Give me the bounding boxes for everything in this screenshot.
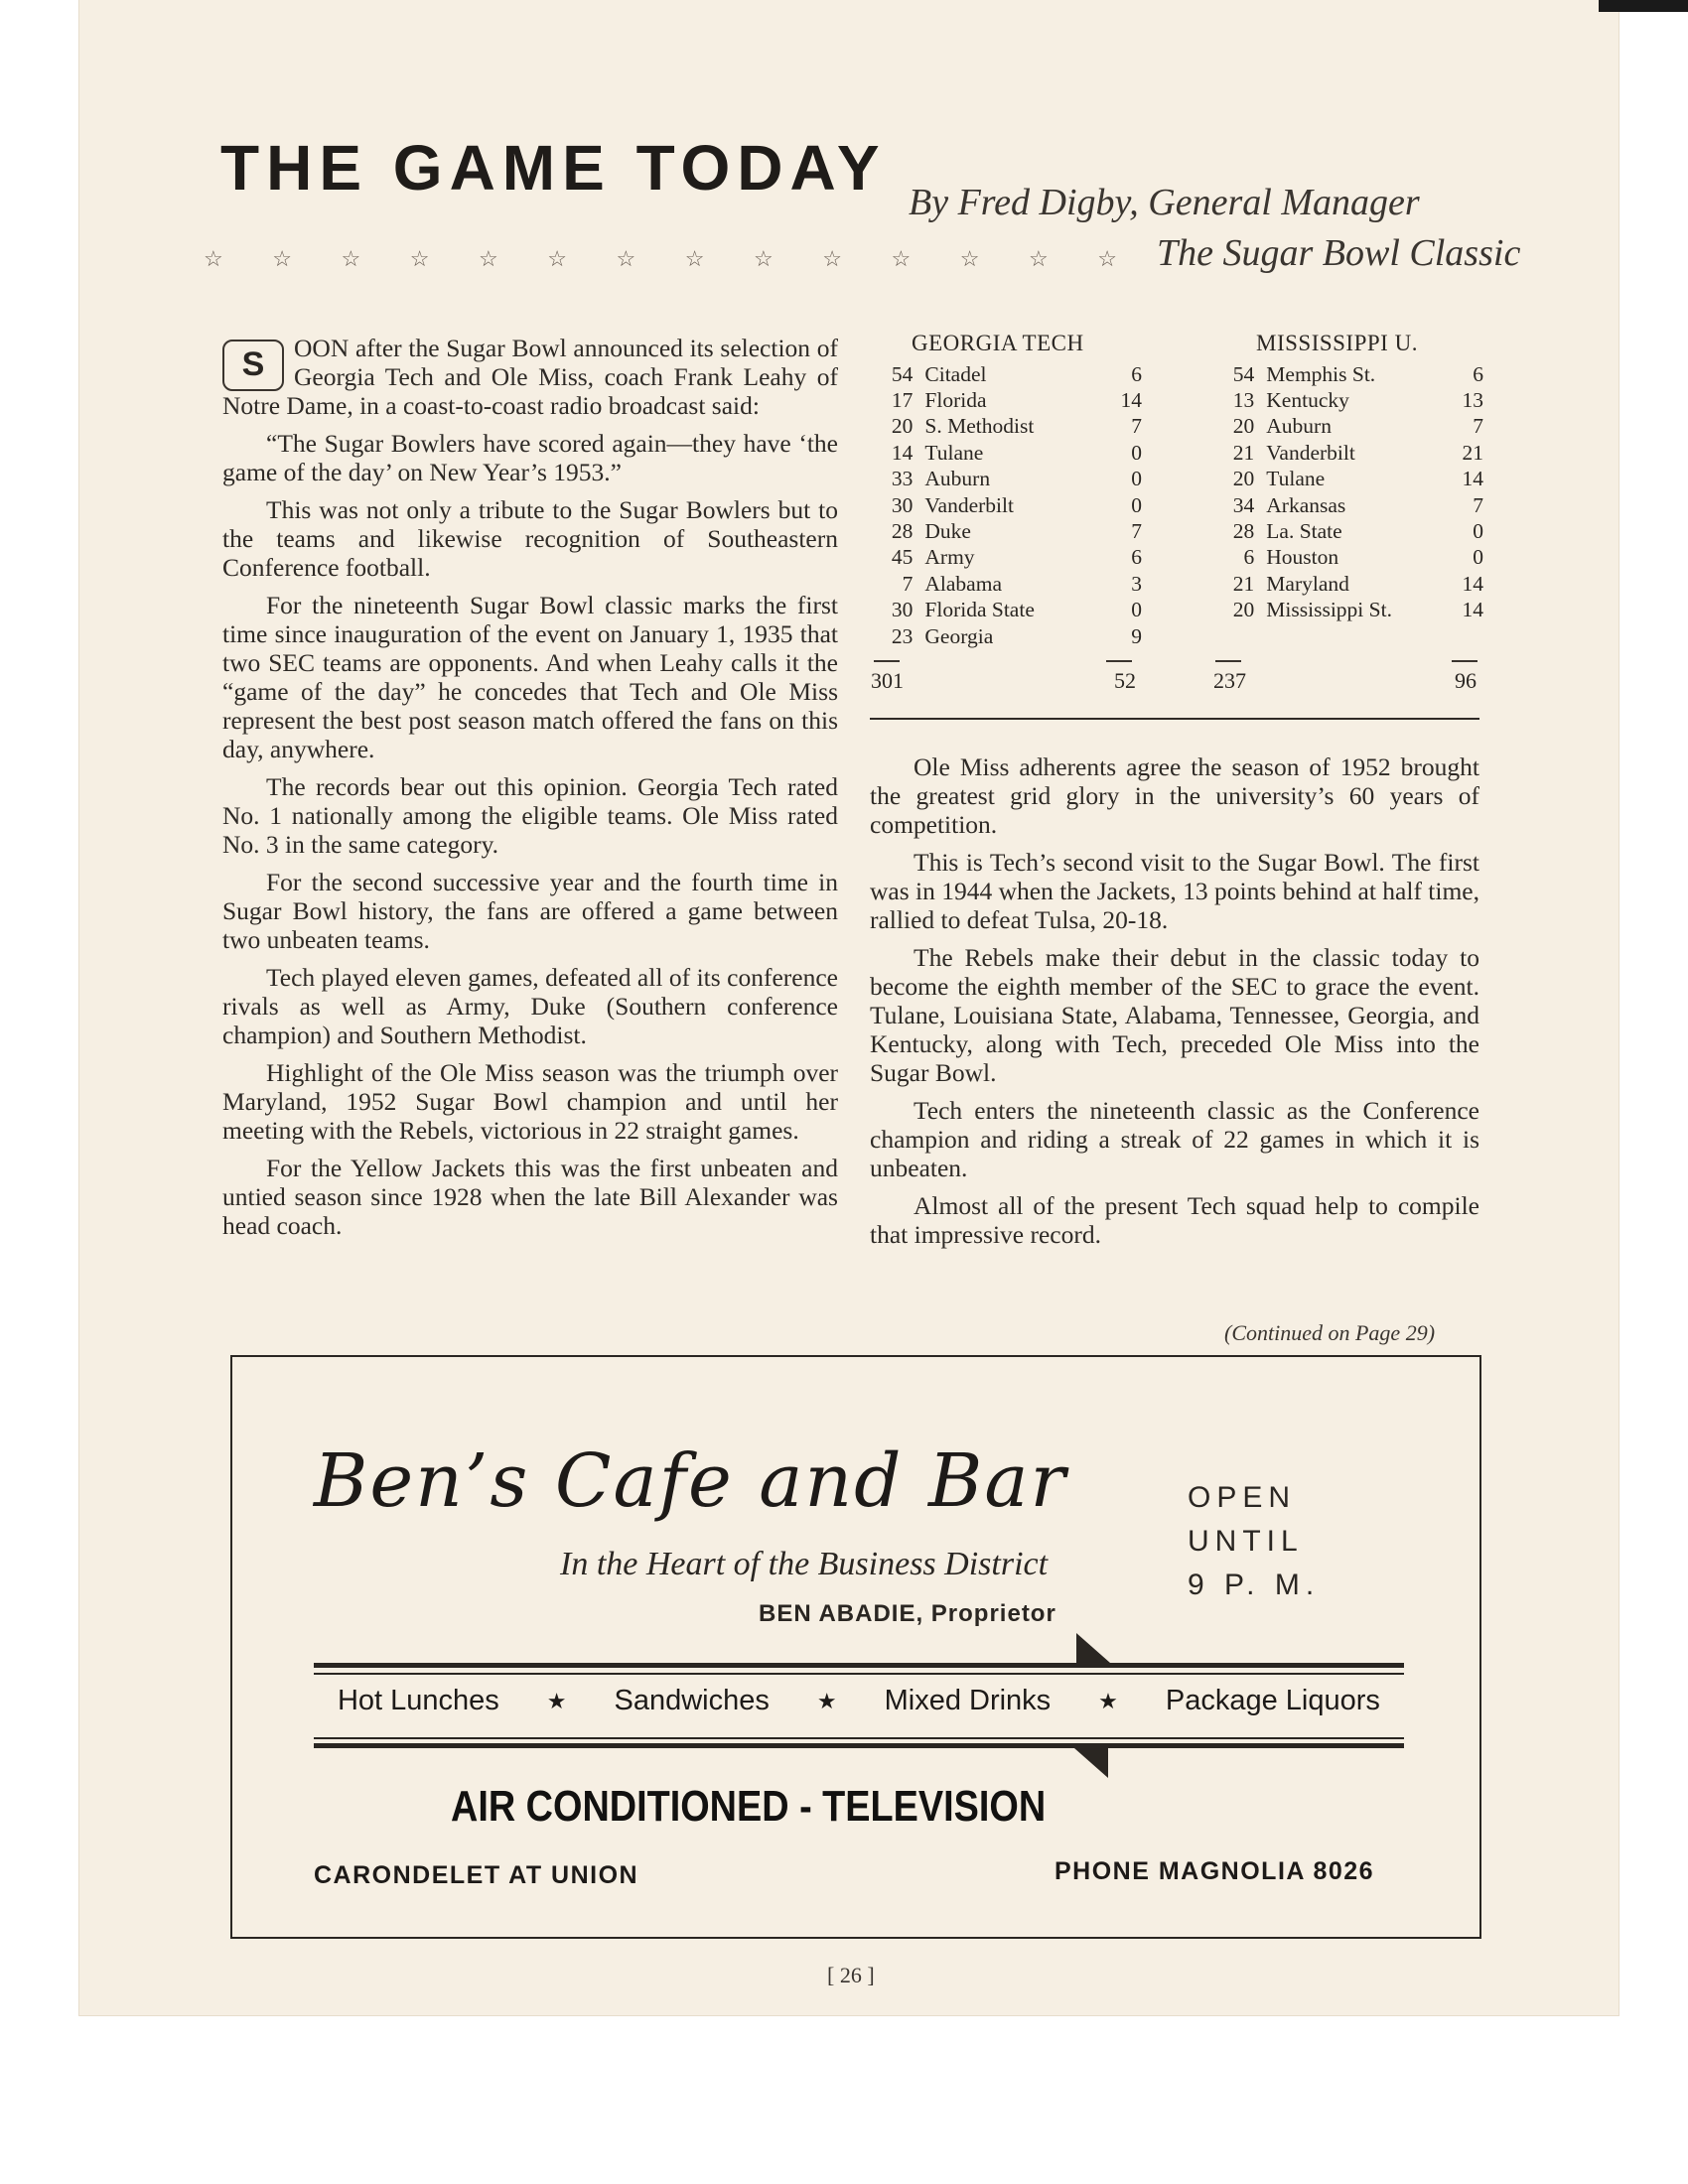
- section-divider: [870, 718, 1479, 720]
- table-row: [874, 571, 1142, 597]
- ad-hours: [1188, 1476, 1320, 1607]
- star-icon: ☆: [822, 246, 842, 271]
- star-icon: ☆: [479, 246, 498, 271]
- team-points: 20: [1232, 467, 1255, 491]
- opponent-points: 0: [1473, 545, 1483, 570]
- drop-cap: S: [222, 340, 284, 391]
- team-points: 33: [891, 467, 914, 491]
- team-points: 45: [891, 545, 914, 570]
- ad-hours-line: 9 P. M.: [1188, 1569, 1321, 1601]
- georgia-tech-heading: GEORGIA TECH: [912, 331, 1084, 355]
- opponent-name: Army: [924, 545, 975, 570]
- article-paragraph: [222, 334, 838, 420]
- ad-hours-line: UNTIL: [1188, 1525, 1304, 1558]
- table-row: [874, 492, 1142, 518]
- opponent-points: 3: [1131, 571, 1142, 596]
- table-row: [1215, 361, 1483, 387]
- ad-headline: AIR CONDITIONED - TELEVISION: [451, 1782, 1047, 1831]
- table-row: [1215, 414, 1483, 440]
- opponent-points: 0: [1473, 519, 1483, 544]
- opponent-name: Vanderbilt: [924, 492, 1014, 517]
- table-row: [1215, 598, 1483, 623]
- table-row: [874, 623, 1142, 649]
- article-paragraph: For the nineteenth Sugar Bowl classic marks the first time since inauguration of the event on January 1, 1935 that two SEC teams are opponents. And when Leahy calls it the “game of the day” he concedes that Tech and Ole Miss represent the best post season match offered the fans on this day, anywhere.: [222, 591, 838, 763]
- scan-edge: [1599, 0, 1688, 12]
- team-points: 21: [1232, 571, 1255, 596]
- opponent-name: Florida State: [924, 598, 1035, 622]
- team-points: 23: [891, 623, 914, 648]
- team-points: 17: [891, 388, 914, 413]
- star-icon: ★: [546, 1688, 567, 1713]
- team-points: 28: [891, 519, 914, 544]
- opponent-points: 7: [1473, 492, 1483, 517]
- opponent-points: 7: [1131, 414, 1142, 439]
- opponent-points: 9: [1131, 623, 1142, 648]
- opponent-points: 0: [1131, 598, 1142, 622]
- georgia-tech-total-points: 301: [871, 668, 904, 693]
- opponent-name: Alabama: [924, 571, 1002, 596]
- article-paragraph: Ole Miss adherents agree the season of 1952 brought the greatest grid glory in the university’s 60 years of competition.: [870, 752, 1479, 839]
- opponent-points: 14: [1462, 598, 1483, 622]
- table-row: [1215, 440, 1483, 466]
- article-paragraph: “The Sugar Bowlers have scored again—they have ‘the game of the day’ on New Year’s 1953.”: [222, 429, 838, 486]
- table-row: [1215, 518, 1483, 544]
- ad-offerings: [314, 1685, 1404, 1717]
- page-title: THE GAME TODAY: [220, 132, 887, 204]
- team-points: 34: [1232, 492, 1255, 517]
- ad-phone: PHONE MAGNOLIA 8026: [1055, 1857, 1375, 1885]
- table-row: [874, 598, 1142, 623]
- mississippi-scores-table: [1215, 361, 1483, 623]
- article-paragraph: Almost all of the present Tech squad help to compile that impressive record.: [870, 1191, 1479, 1249]
- star-icon: ☆: [1029, 246, 1049, 271]
- ad-address: CARONDELET AT UNION: [314, 1861, 639, 1889]
- opponent-name: Arkansas: [1266, 492, 1346, 517]
- ad-item: Sandwiches: [614, 1685, 770, 1716]
- mississippi-total-points: 237: [1213, 668, 1246, 693]
- opponent-points: 6: [1131, 545, 1142, 570]
- table-row: [874, 440, 1142, 466]
- opponent-points: 7: [1473, 414, 1483, 439]
- continued-note: (Continued on Page 29): [1224, 1320, 1436, 1345]
- total-rule: [874, 660, 900, 662]
- team-points: 14: [891, 440, 914, 465]
- team-points: 28: [1232, 519, 1255, 544]
- georgia-tech-scores-table: [874, 361, 1142, 649]
- article-paragraph: Tech enters the nineteenth classic as the Conference champion and riding a streak of 22 games in which it is unbeaten.: [870, 1096, 1479, 1182]
- article-paragraph: Highlight of the Ole Miss season was the triumph over Maryland, 1952 Sugar Bowl champion and until her meeting with the Rebels, victorious in 22 straight games.: [222, 1058, 838, 1145]
- mississippi-total-opponent-points: 96: [1455, 668, 1477, 693]
- opponent-points: 0: [1131, 492, 1142, 517]
- opponent-name: Georgia: [924, 623, 994, 648]
- opponent-name: Memphis St.: [1266, 361, 1376, 386]
- table-row: [1215, 387, 1483, 413]
- star-icon: ☆: [341, 246, 361, 271]
- opponent-name: Vanderbilt: [1266, 440, 1355, 465]
- team-points: 13: [1232, 388, 1255, 413]
- mississippi-heading: MISSISSIPPI U.: [1256, 331, 1418, 355]
- ad-business-name: Ben’s Cafe and Bar: [314, 1438, 1067, 1524]
- star-icon: ☆: [616, 246, 636, 271]
- opponent-name: Auburn: [924, 467, 991, 491]
- table-row: [874, 414, 1142, 440]
- opponent-points: 7: [1131, 519, 1142, 544]
- opponent-points: 0: [1131, 467, 1142, 491]
- arrow-up-icon: [1074, 1748, 1108, 1778]
- total-rule: [1452, 660, 1477, 662]
- article-text: OON after the Sugar Bowl announced its selection of Georgia Tech and Ole Miss, coach Frank Leahy of Notre Dame, in a coast-to-coast radio broadcast said:: [222, 334, 838, 420]
- star-icon: ☆: [1097, 246, 1117, 271]
- star-rule: [204, 246, 1117, 272]
- opponent-name: Duke: [924, 519, 971, 544]
- star-icon: ☆: [959, 246, 980, 271]
- byline-organization: The Sugar Bowl Classic: [1157, 232, 1521, 274]
- opponent-points: 0: [1131, 440, 1142, 465]
- opponent-name: Kentucky: [1266, 388, 1349, 413]
- opponent-name: Florida: [924, 388, 987, 413]
- article-paragraph: For the second successive year and the fourth time in Sugar Bowl history, the fans are offered a game between two unbeaten teams.: [222, 868, 838, 954]
- page-number: [ 26 ]: [827, 1963, 875, 1987]
- opponent-name: Tulane: [924, 440, 984, 465]
- opponent-points: 14: [1462, 571, 1483, 596]
- team-points: 20: [1232, 414, 1255, 439]
- team-points: 54: [891, 361, 914, 386]
- opponent-name: Citadel: [924, 361, 987, 386]
- ad-hours-line: OPEN: [1188, 1481, 1297, 1514]
- ad-tagline: In the Heart of the Business District: [560, 1546, 1049, 1582]
- opponent-name: Mississippi St.: [1266, 598, 1392, 622]
- team-points: 54: [1232, 361, 1255, 386]
- opponent-name: S. Methodist: [924, 414, 1035, 439]
- star-icon: ☆: [272, 246, 292, 271]
- opponent-name: Tulane: [1266, 467, 1326, 491]
- article-paragraph: Tech played eleven games, defeated all of its conference rivals as well as Army, Duke (Southern conference champion) and Southern Methodist.: [222, 963, 838, 1049]
- star-icon: ☆: [547, 246, 567, 271]
- ad-rule: [314, 1737, 1404, 1739]
- georgia-tech-total-opponent-points: 52: [1114, 668, 1136, 693]
- table-row: [874, 387, 1142, 413]
- table-row: [1215, 492, 1483, 518]
- table-row: [874, 361, 1142, 387]
- byline-author: By Fred Digby, General Manager: [909, 182, 1420, 223]
- team-points: 6: [1243, 545, 1255, 570]
- ad-rule: [314, 1663, 1404, 1668]
- table-row: [1215, 571, 1483, 597]
- table-row: [874, 518, 1142, 544]
- table-row: [1215, 467, 1483, 492]
- star-icon: ★: [816, 1688, 837, 1713]
- star-icon: ☆: [204, 246, 223, 271]
- total-rule: [1106, 660, 1132, 662]
- team-points: 21: [1232, 440, 1255, 465]
- table-row: [874, 545, 1142, 571]
- opponent-points: 14: [1120, 388, 1142, 413]
- arrow-down-icon: [1076, 1633, 1110, 1663]
- star-icon: ☆: [409, 246, 430, 271]
- article-paragraph: The records bear out this opinion. Georgia Tech rated No. 1 nationally among the eligible teams. Ole Miss rated No. 3 in the same category.: [222, 772, 838, 859]
- table-row: [1215, 545, 1483, 571]
- article-column-right: [870, 752, 1479, 1258]
- star-icon: ☆: [684, 246, 705, 271]
- team-points: 30: [891, 492, 914, 517]
- opponent-name: Houston: [1266, 545, 1339, 570]
- article-paragraph: The Rebels make their debut in the classic today to become the eighth member of the SEC to grace the event. Tulane, Louisiana State, Alabama, Tennessee, Georgia, and Kentucky, along with Tech, preceded Ole Miss into the Sugar Bowl.: [870, 943, 1479, 1087]
- ad-proprietor: BEN ABADIE, Proprietor: [759, 1600, 1056, 1627]
- article-paragraph: This was not only a tribute to the Sugar Bowlers but to the teams and likewise recognition of Southeastern Conference football.: [222, 495, 838, 582]
- article-column-left: [222, 334, 838, 1249]
- article-paragraph: For the Yellow Jackets this was the first unbeaten and untied season since 1928 when the late Bill Alexander was head coach.: [222, 1154, 838, 1240]
- team-points: 20: [1232, 598, 1255, 622]
- opponent-points: 21: [1462, 440, 1483, 465]
- ad-rule: [314, 1673, 1404, 1675]
- table-row: [874, 467, 1142, 492]
- article-paragraph: This is Tech’s second visit to the Sugar Bowl. The first was in 1944 when the Jackets, 13 points behind at half time, rallied to defeat Tulsa, 20-18.: [870, 848, 1480, 934]
- star-icon: ☆: [891, 246, 912, 271]
- opponent-name: Maryland: [1266, 571, 1349, 596]
- star-icon: ☆: [754, 246, 774, 271]
- ad-item: Mixed Drinks: [884, 1685, 1052, 1716]
- ad-item: Hot Lunches: [337, 1685, 499, 1716]
- team-points: 30: [891, 598, 914, 622]
- team-points: 20: [891, 414, 914, 439]
- opponent-points: 6: [1473, 361, 1483, 386]
- opponent-name: La. State: [1266, 519, 1342, 544]
- star-icon: ★: [1098, 1688, 1118, 1713]
- advertisement: [230, 1355, 1481, 1939]
- total-rule: [1215, 660, 1241, 662]
- ad-rule: [314, 1743, 1404, 1748]
- opponent-name: Auburn: [1266, 414, 1332, 439]
- opponent-points: 13: [1462, 388, 1483, 413]
- team-points: 7: [902, 571, 914, 596]
- ad-item: Package Liquors: [1165, 1685, 1380, 1716]
- opponent-points: 14: [1462, 467, 1483, 491]
- opponent-points: 6: [1131, 361, 1142, 386]
